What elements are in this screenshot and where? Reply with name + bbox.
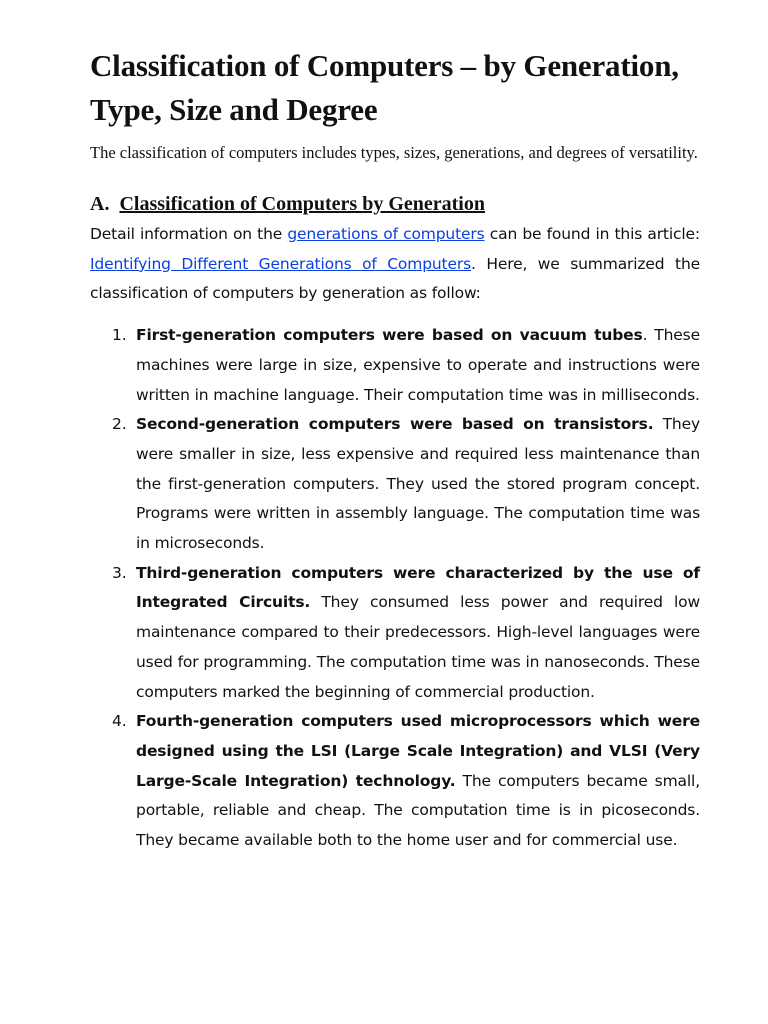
generations-of-computers-link[interactable]: generations of computers: [287, 225, 485, 243]
section-heading: [90, 190, 700, 218]
section-letter: A.: [90, 193, 110, 215]
list-item-bold: Third-generation computers were characterized by the use of Integrated Circuits.: [136, 563, 700, 612]
section-heading-text: Classification of Computers by Generation: [119, 193, 485, 215]
section-intro: [90, 220, 700, 309]
page-title: Classification of Computers – by Generation, Type, Size and Degree: [90, 48, 679, 127]
page-subtitle: The classification of computers includes types, sizes, generations, and degrees of versatility.: [90, 143, 698, 162]
list-item: [90, 559, 700, 708]
list-item-number: 4.: [112, 712, 127, 731]
list-item-number: 1.: [112, 326, 127, 345]
list-item-text: They consumed less power and required low maintenance compared to their predecessors. High-level languages were used for programming. The computation time was in nanoseconds. These computers marked the beginning of commercial production.: [136, 593, 700, 701]
intro-text-1: Detail information on the: [90, 225, 288, 243]
list-item-text: They were smaller in size, less expensive and required less maintenance than the first-generation computers. They used the stored program concept. Programs were written in assembly language. The computation time was in microseconds.: [136, 415, 700, 553]
list-item-bold: Second-generation computers were based on transistors.: [136, 415, 654, 434]
list-item-bold: Fourth-generation computers used microprocessors which were designed using the LSI (Large Scale Integration) and VLSI (Very Large-Scale Integration) technology.: [136, 712, 700, 790]
generation-list: [90, 321, 700, 856]
list-item-number: 2.: [112, 415, 127, 434]
list-item: [90, 707, 700, 856]
list-item-bold: First-generation computers were based on vacuum tubes: [136, 326, 643, 345]
intro-text-2: can be found in this article:: [484, 225, 701, 243]
list-item-text: . These machines were large in size, expensive to operate and instructions were written in machine language. Their computation time was in milliseconds.: [136, 326, 700, 404]
identifying-generations-link[interactable]: Identifying Different Generations of Computers: [90, 254, 472, 273]
list-item-text: The computers became small, portable, reliable and cheap. The computation time is in picoseconds. They became available both to the home user and for commercial use.: [136, 771, 700, 850]
list-item: [90, 321, 700, 410]
list-item: [90, 410, 700, 559]
document-page: [90, 44, 700, 856]
intro-text-3: . Here, we summarized the classification of computers by generation as follow:: [90, 254, 700, 303]
list-item-number: 3.: [112, 563, 127, 582]
